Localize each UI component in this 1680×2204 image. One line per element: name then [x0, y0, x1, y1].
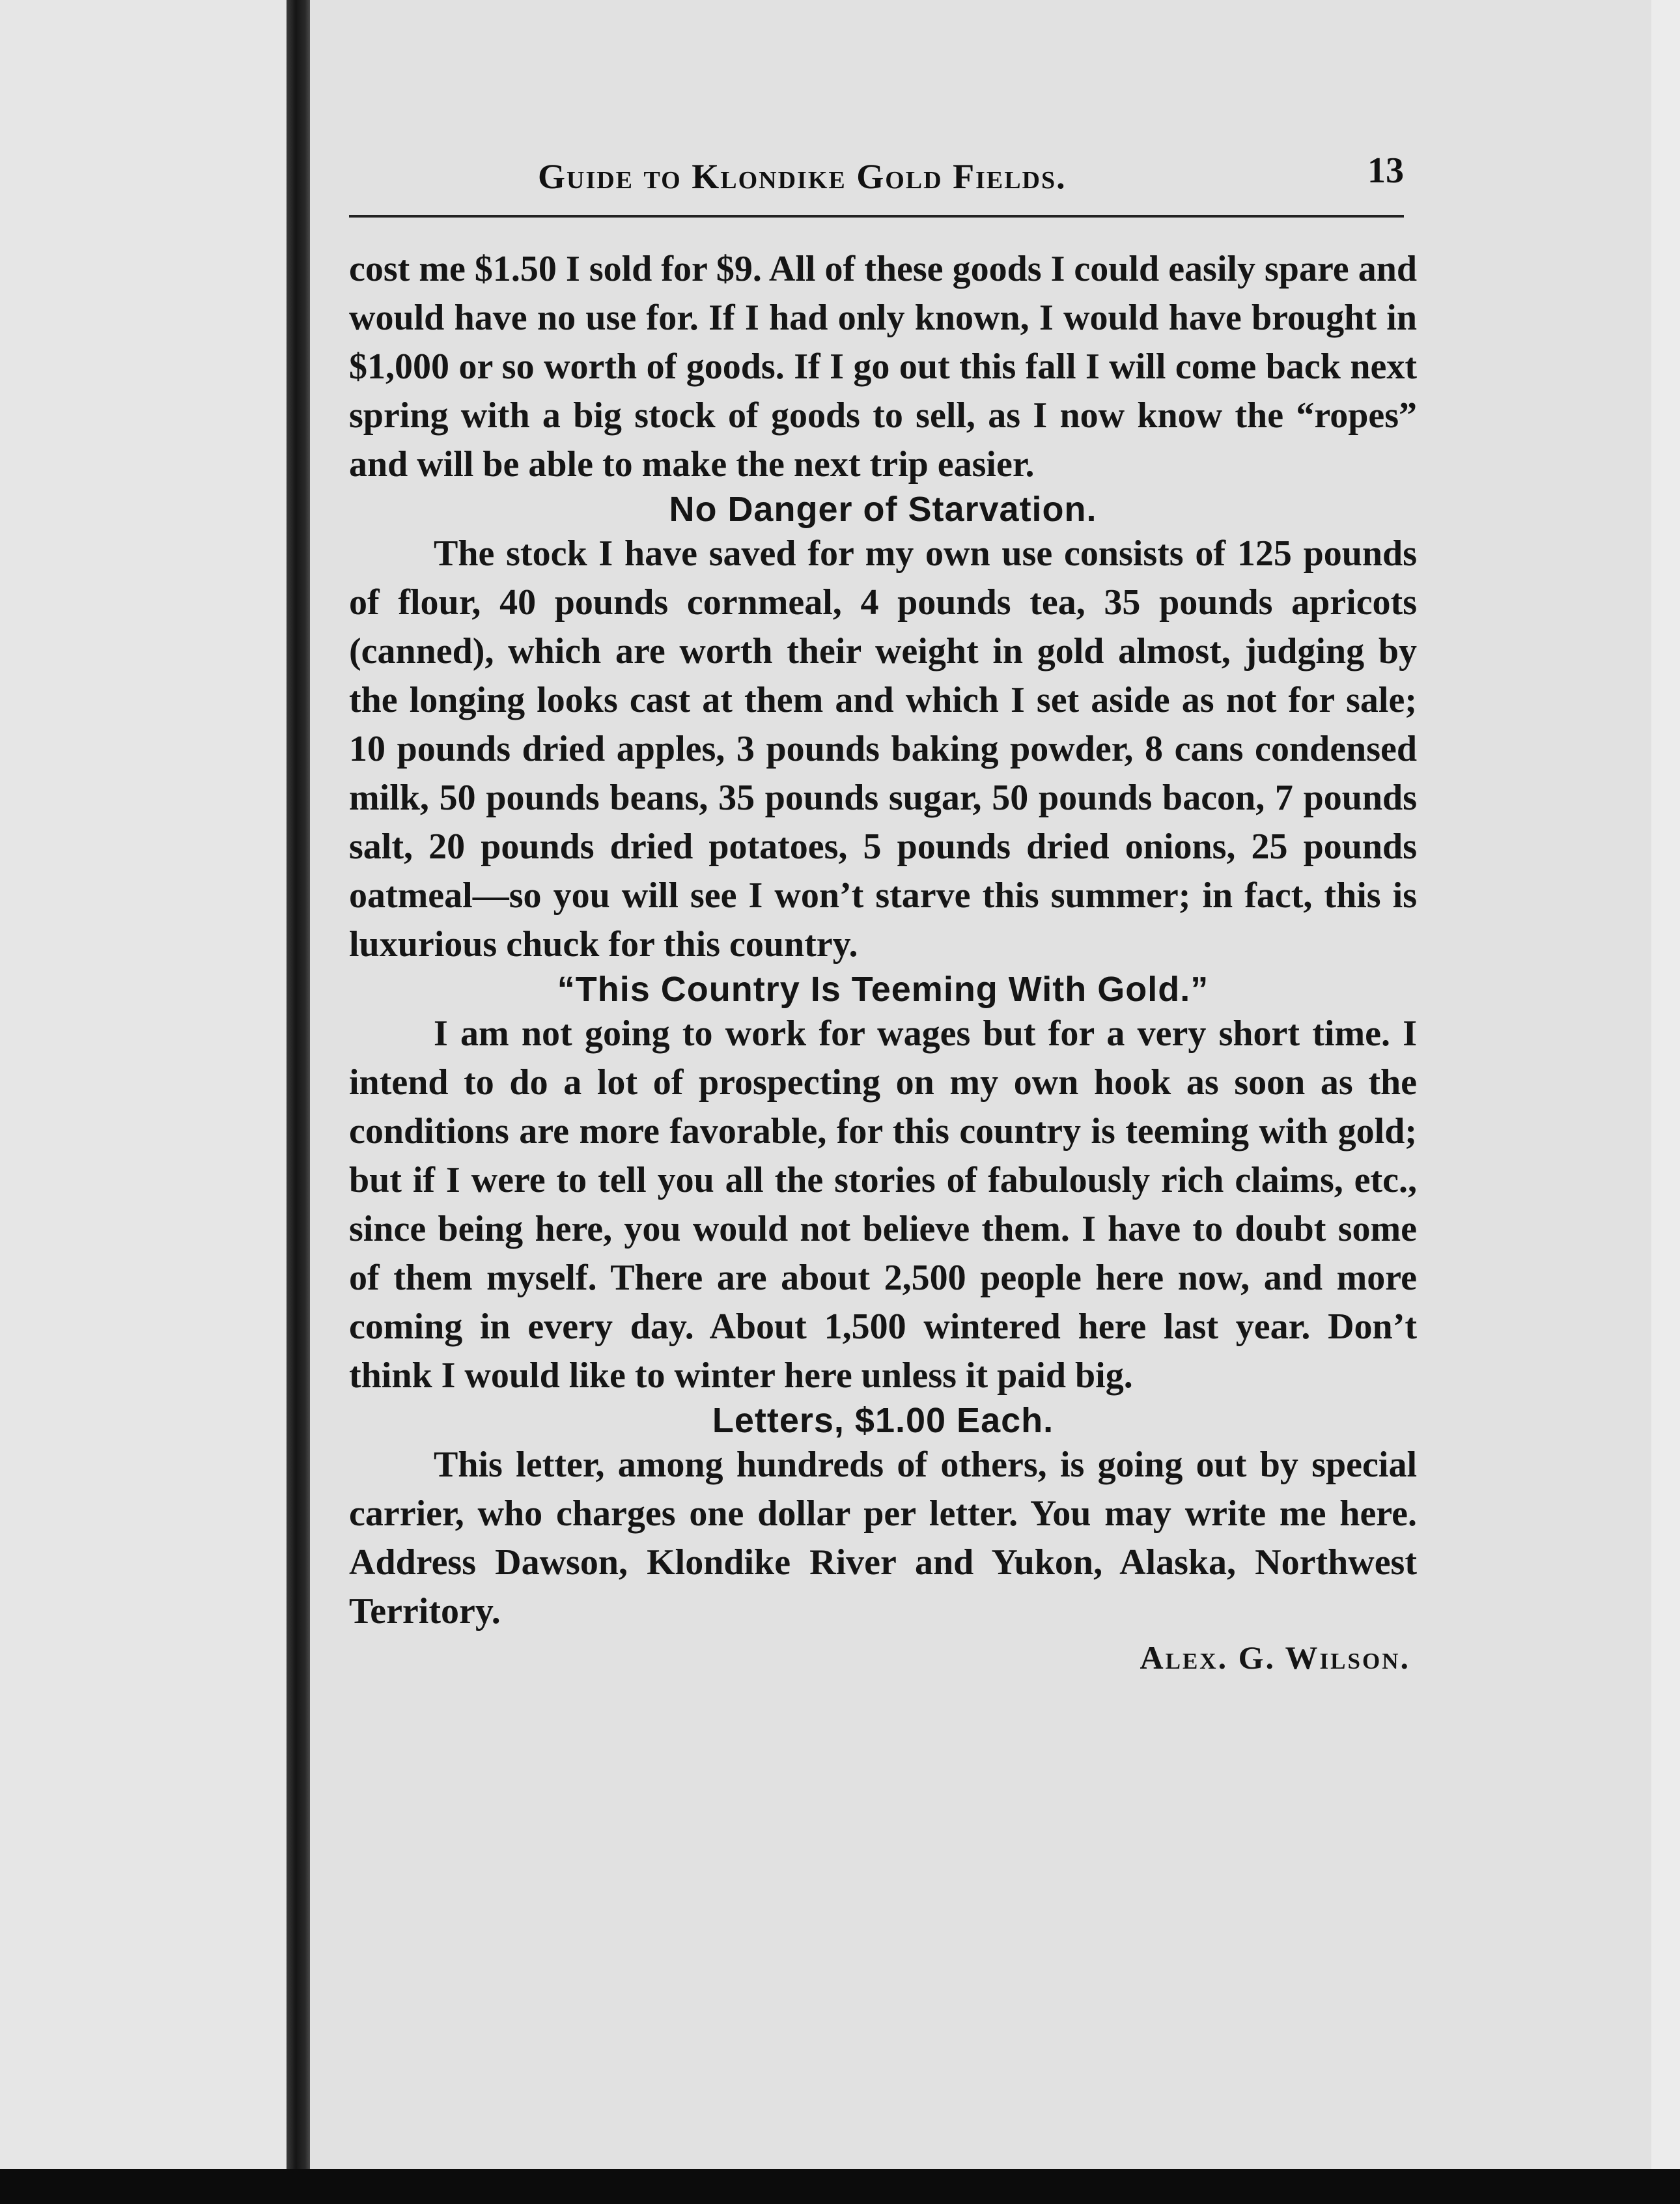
- page-edge: [1651, 0, 1680, 2169]
- page-content: [349, 245, 1417, 1676]
- letters-paragraph: This letter, among hundreds of others, is going out by special carrier, who charges one dollar per letter. You may write me here. Address Dawson, Klondike River and Yukon, Alaska, Northwest Territory.: [349, 1445, 1417, 1632]
- section-heading-letters: Letters, $1.00 Each.: [712, 1401, 1054, 1440]
- continued-paragraph: cost me $1.50 I sold for $9. All of these goods I could easily spare and would have no use for. If I had only known, I would have brought in $1,000 or so worth of goods. If I go out this fall I will come back next spring with a big stock of goods to sell, as I now know the “ropes” and will be able to make the next trip easier.: [349, 249, 1417, 485]
- scan-bottom-border: [0, 2169, 1680, 2204]
- teeming-gold-paragraph: I am not going to work for wages but for a very short time. I intend to do a lot of prospecting on my own hook as soon as the conditions are more favorable, for this country is teeming with gold; but if I were to tell you all the stories of fabulously rich claims, etc., since being here, you would not believe them. I have to doubt some of them myself. There are about 2,500 people here now, and more coming in every day. About 1,500 wintered here last year. Don’t think I would like to winter here unless it paid big.: [349, 1013, 1417, 1396]
- author-signature: Alex. G. Wilson.: [1140, 1639, 1410, 1676]
- header-rule: [349, 215, 1404, 218]
- section-heading-teeming-gold: “This Country Is Teeming With Gold.”: [557, 970, 1209, 1009]
- book-gutter: [287, 0, 310, 2169]
- running-title: Guide to Klondike Gold Fields.: [538, 157, 1067, 196]
- page-number: 13: [1367, 150, 1404, 191]
- starvation-paragraph: The stock I have saved for my own use consists of 125 pounds of flour, 40 pounds cornmeal, 4 pounds tea, 35 pounds apricots (canned), which are worth their weight in gold almost, judging by the longing looks cast at them and which I set aside as not for sale; 10 pounds dried apples, 3 pounds baking powder, 8 cans condensed milk, 50 pounds beans, 35 pounds sugar, 50 pounds bacon, 7 pounds salt, 20 pounds dried potatoes, 5 pounds dried onions, 25 pounds oatmeal—so you will see I won’t starve this summer; in fact, this is luxurious chuck for this country.: [349, 533, 1417, 965]
- running-head: [349, 150, 1404, 202]
- section-heading-starvation: No Danger of Starvation.: [669, 490, 1097, 529]
